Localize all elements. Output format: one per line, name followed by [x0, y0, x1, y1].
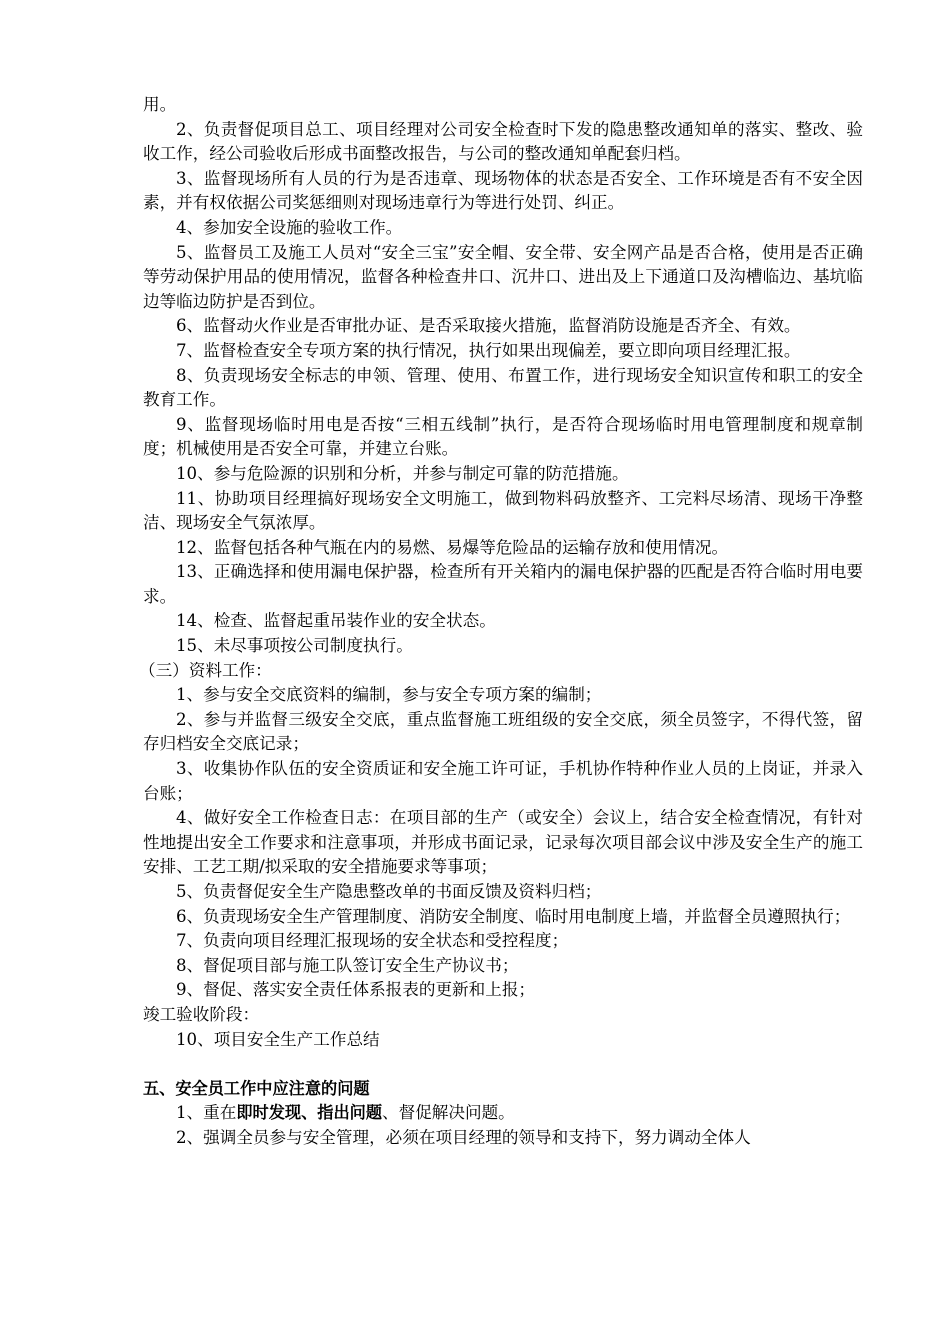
completion-stage-label: 竣工验收阶段： [143, 1004, 260, 1024]
document-page [139, 93, 863, 1151]
completion-item: 10、项目安全生产工作总结 [176, 1029, 380, 1049]
list-item: 11、协助项目经理搞好现场安全文明施工，做到物料码放整齐、工完料尽场清、现场干净整洁、现场安全气氛浓厚。 [143, 488, 863, 533]
list-item: 5、监督员工及施工人员对“安全三宝”安全帽、安全带、安全网产品是否合格，使用是否正确等劳动保护用品的使用情况，监督各种检查井口、沉井口、进出及上下通道口及沟槽临边、基坑临边等临边防护是否到位。 [143, 242, 863, 311]
list-item: 4、做好安全工作检查日志：在项目部的生产（或安全）会议上，结合安全检查情况，有针对性地提出安全工作要求和注意事项，并形成书面记录，记录每次项目部会议中涉及安全生产的施工安排、工艺工期/拟采取的安全措施要求等事项； [143, 808, 863, 877]
section-three-title: （三）资料工作： [139, 660, 272, 680]
list-item: 15、未尽事项按公司制度执行。 [176, 636, 413, 656]
list-item: 6、监督动火作业是否审批办证、是否采取接火措施，监督消防设施是否齐全、有效。 [176, 316, 801, 336]
notice-item-2: 2、强调全员参与安全管理，必须在项目经理的领导和支持下，努力调动全体人 [176, 1127, 751, 1147]
list-item: 1、参与安全交底资料的编制，参与安全专项方案的编制； [176, 685, 602, 705]
continuation-text: 用。 [143, 95, 177, 114]
notice-item-1 [143, 1101, 863, 1126]
notice-item-1-prefix: 1、重在 [176, 1103, 237, 1123]
list-item: 13、正确选择和使用漏电保护器，检查所有开关箱内的漏电保护器的匹配是否符合临时用电要求。 [143, 562, 863, 606]
list-item: 7、负责向项目经理汇报现场的安全状态和受控程度； [176, 931, 569, 951]
list-item: 8、负责现场安全标志的申领、管理、使用、布置工作，进行现场安全知识宣传和职工的安全教育工作。 [143, 365, 863, 410]
data-work-list [143, 683, 863, 1003]
list-item: 8、督促项目部与施工队签订安全生产协议书； [176, 955, 519, 975]
list-item: 2、负责督促项目总工、项目经理对公司安全检查时下发的隐患整改通知单的落实、整改、验收工作，经公司验收后形成书面整改报告，与公司的整改通知单配套归档。 [143, 119, 863, 164]
list-item: 9、督促、落实安全责任体系报表的更新和上报； [176, 980, 536, 1000]
list-item: 9、监督现场临时用电是否按“三相五线制”执行，是否符合现场临时用电管理制度和规章制度；机械使用是否安全可靠，并建立台账。 [143, 414, 863, 459]
list-item: 7、监督检查安全专项方案的执行情况，执行如果出现偏差，要立即向项目经理汇报。 [176, 340, 801, 360]
list-item: 12、监督包括各种气瓶在内的易燃、易爆等危险品的运输存放和使用情况。 [176, 537, 729, 557]
list-item: 10、参与危险源的识别和分析，并参与制定可靠的防范措施。 [176, 463, 629, 483]
list-item: 4、参加安全设施的验收工作。 [176, 217, 403, 237]
list-item: 3、收集协作队伍的安全资质证和安全施工许可证，手机协作特种作业人员的上岗证，并录入台账； [143, 759, 863, 803]
list-item: 3、监督现场所有人员的行为是否违章、现场物体的状态是否安全、工作环境是否有不安全因素，并有权依据公司奖惩细则对现场违章行为等进行处罚、纠正。 [143, 168, 863, 213]
notice-item-1-suffix: 、督促解决问题。 [382, 1103, 515, 1123]
list-item: 2、参与并监督三级安全交底，重点监督施工班组级的安全交底，须全员签字，不得代签，留存归档安全交底记录； [143, 709, 863, 754]
supervision-list [143, 118, 863, 659]
blank-line [143, 1052, 863, 1077]
list-item: 14、检查、监督起重吊装作业的安全状态。 [176, 611, 496, 631]
list-item: 5、负责督促安全生产隐患整改单的书面反馈及资料归档； [176, 882, 602, 901]
list-item: 6、负责现场安全生产管理制度、消防安全制度、临时用电制度上墙，并监督全员遵照执行； [176, 906, 851, 926]
notice-item-1-emphasis: 即时发现、指出问题 [236, 1103, 383, 1123]
section-five-title: 五、安全员工作中应注意的问题 [143, 1078, 370, 1098]
